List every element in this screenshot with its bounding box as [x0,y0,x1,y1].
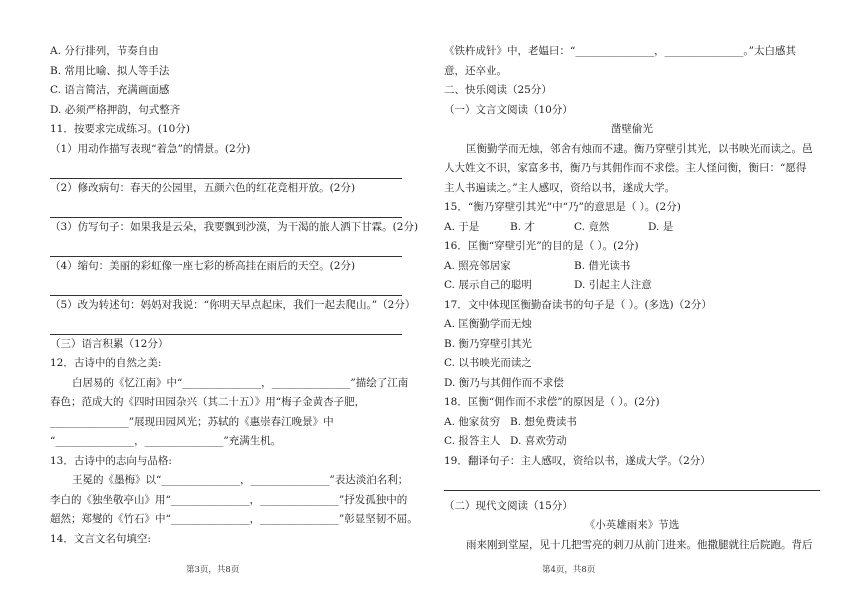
q18-options [444,413,820,433]
q16-options-row2 [444,276,820,296]
q11-part3: （3）仿写句子：如果我是云朵，我要飘到沙漠，为干渴的旅人洒下甘霖。(2分) [50,220,419,233]
page-number: 第4页，共8页 [542,565,596,575]
question-15: 15．“衡乃穿壁引其光”中“乃”的意思是（ ）。(2分) [444,201,681,213]
section-heading: 二、快乐阅读（25分） [444,84,552,96]
q16-option-b: B. 借光读书 [574,259,631,272]
q15-option-a: A. 于是 [444,220,480,233]
passage2-line1: 雨来刚到堂屋，见十几把雪亮的刺刀从前门进来。他撒腿就往后院跑。背后 [466,538,813,551]
q13-line2: 李白的《独坐敬亭山》用“_______________，_______________”抒发孤独中的 [50,493,408,506]
answer-line [50,198,402,218]
q11-part4: （4）缩句：美丽的彩虹像一座七彩的桥高挂在雨后的天空。(2分) [50,259,356,272]
answer-line [50,276,402,296]
q15-option-b: B. 才 [510,220,535,233]
q12-line2: 春色；范成大的《四时田园杂兴（其二十五）》用“梅子金黄杏子肥， [50,396,366,408]
q16-options-row1 [444,257,820,277]
option-c: C. 语言简洁，充满画面感 [50,84,170,96]
q17-option-d: D. 衡乃与其佣作而不求偿 [444,376,564,389]
question-13: 13．古诗中的志向与品格: [50,454,172,467]
question-14: 14．文言文名句填空: [50,532,151,545]
q11-part2: （2）修改病句：春天的公园里，五颜六色的红花竞相开放。(2分) [50,181,356,194]
answer-line [50,159,402,179]
passage-line3: 主人书遍读之。”主人感叹，资给以书，遂成大学。 [444,181,676,194]
q17-option-b: B. 衡乃穿壁引其光 [444,337,532,350]
q14-line2: 意，还卒业。 [444,64,507,77]
passage-title: 凿壁偷光 [611,123,653,135]
q18-options-row2 [444,432,820,452]
q15-option-d: D. 是 [648,220,674,233]
q12-line1: 白居易的《忆江南》中“_______________，_______________”描绘了江南 [72,376,409,389]
page-4 [430,0,860,607]
option-a: A. 分行排列，节奏自由 [50,45,159,57]
q18-option-b: B. 想免费读书 [510,415,577,428]
option-b: B. 常用比喻、拟人等手法 [50,64,170,77]
q13-line3: 超然；郑燮的《竹石》中“_______________，_______________”彰显坚韧不屈。 [50,513,418,525]
q17-option-c: C. 以书映光而读之 [444,357,532,369]
answer-line [50,237,402,257]
q11-part1: （1）用动作描写表现“着急”的情景。(2分) [50,142,251,155]
section-heading: （三）语言积累（12分） [50,337,169,350]
q15-option-c: C. 竟然 [574,220,610,233]
q16-option-d: D. 引起主人注意 [574,279,652,291]
subsection-heading-2: （二）现代文阅读（15分） [444,499,573,512]
answer-line [444,471,820,491]
passage-title-2: 《小英雄雨来》节选 [584,519,680,531]
q15-options [444,218,820,238]
option-d: D. 必须严格押韵，句式整齐 [50,103,181,116]
subsection-heading: （一）文言文阅读（10分） [444,103,573,116]
q17-option-a: A. 匡衡勤学而无烛 [444,318,532,330]
q14-line1: 《铁杵成针》中，老媪曰：“_______________，_______________。”太白感其 [444,45,796,57]
passage-line2: 人大姓文不识，家富多书，衡乃与其佣作而不求偿。主人怪问衡，衡曰：“愿得 [444,162,807,174]
question-18: 18．匡衡“佣作而不求偿”的原因是（ ）。(2分) [444,396,660,408]
q11-part5: （5）改为转述句：妈妈对我说：“你明天早点起床，我们一起去爬山。”（2分） [50,298,416,311]
q16-option-a: A. 照亮邻居家 [444,259,511,272]
question-16: 16．匡衡“穿壁引光”的目的是（ ）。(2分) [444,240,639,252]
answer-line [50,315,402,335]
q18-option-d: D. 喜欢劳动 [510,435,567,447]
left-column [50,42,419,549]
q12-line3: _______________”展现田园风光；苏轼的《惠崇春江晚景》中 [50,415,334,428]
q12-line4: “_______________，_______________”充满生机。 [50,435,282,447]
q18-option-c: C. 报答主人 [444,435,501,447]
question-19: 19．翻译句子：主人感叹，资给以书，遂成大学。（2分） [444,454,711,467]
passage-line1: 匡衡勤学而无烛，邻舍有烛而不逮。衡乃穿壁引其光，以书映光而读之。邑 [466,142,813,155]
right-column [444,42,820,555]
q13-line1: 王冕的《墨梅》以“_______________，_______________”表达淡泊名利； [72,474,409,486]
question-17: 17．文中体现匡衡勤奋读书的句子是（ ）。(多选)（2分） [444,298,712,311]
question-11: 11．按要求完成练习。(10分) [50,123,190,135]
question-12: 12．古诗中的自然之美: [50,357,162,369]
q16-option-c: C. 展示自己的聪明 [444,279,532,291]
page-number: 第3页，共8页 [186,565,240,575]
q18-option-a: A. 他家贫穷 [444,415,501,428]
